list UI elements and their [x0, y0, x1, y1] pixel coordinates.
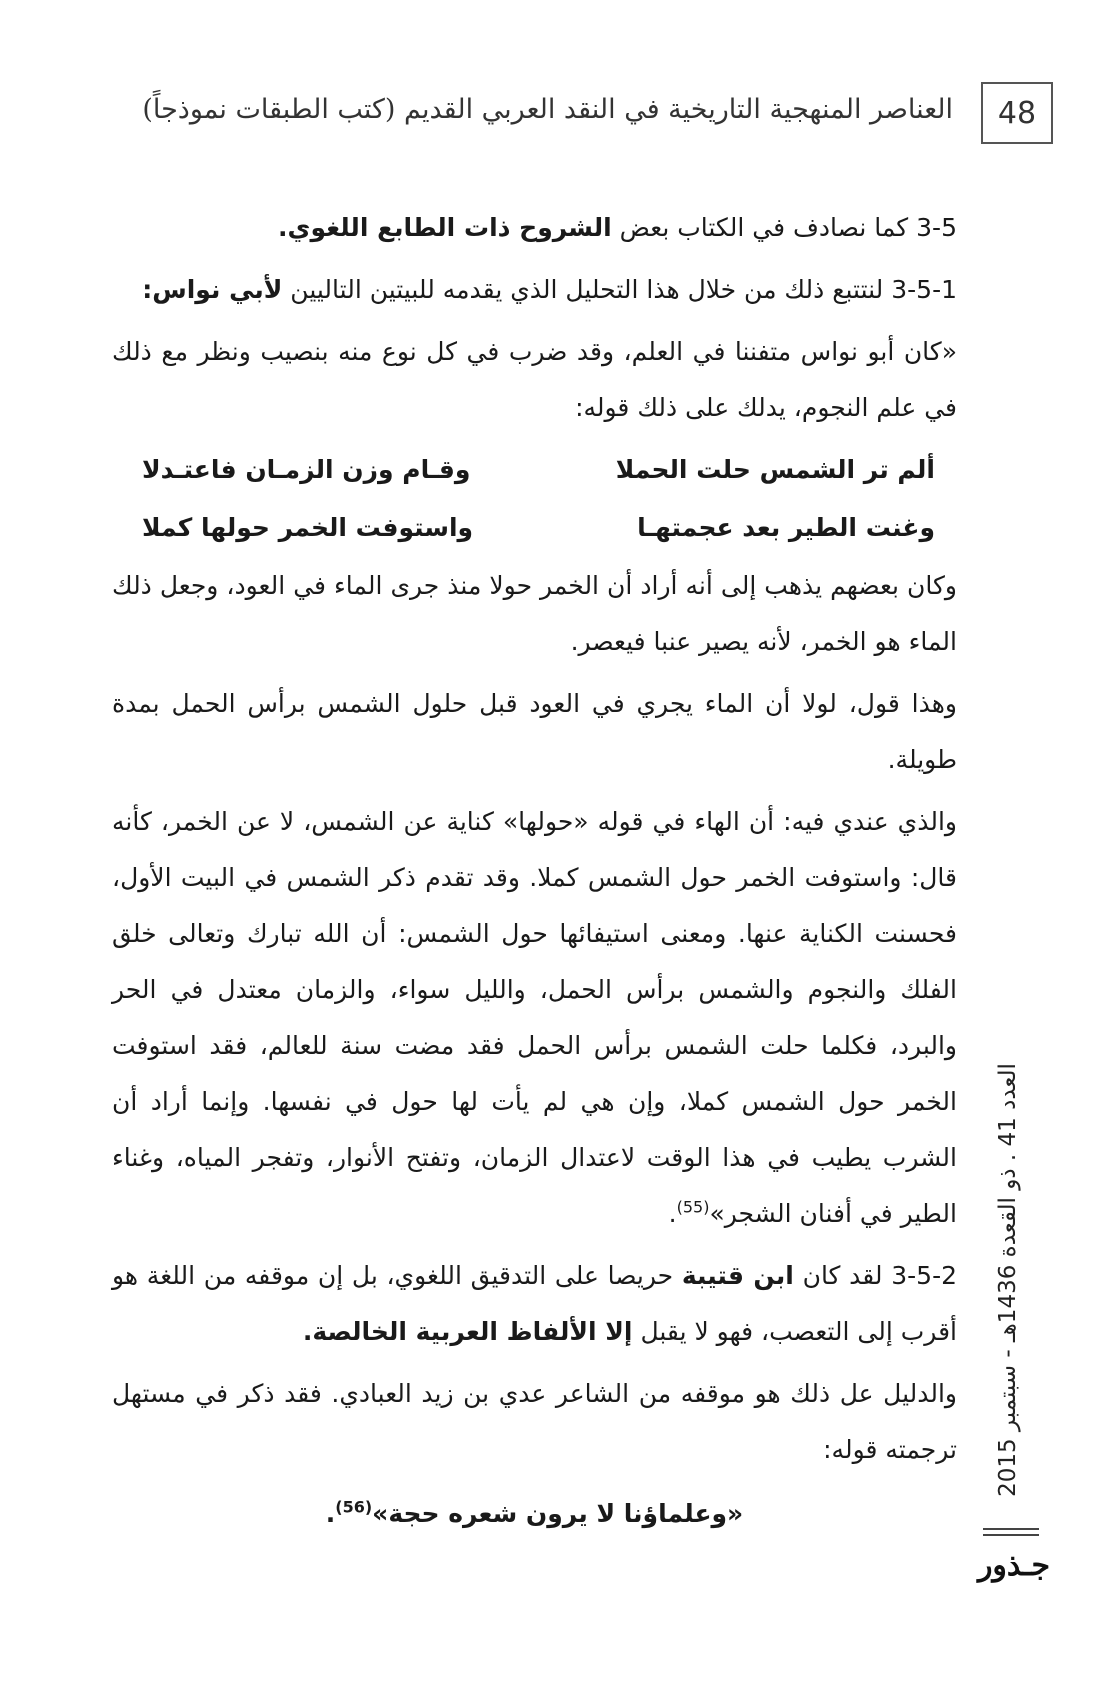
verse-line-1: [112, 442, 957, 498]
bold-phrase: إلا الألفاظ العربية الخالصة.: [302, 1317, 633, 1346]
footnote-ref: (55): [676, 1197, 710, 1217]
paragraph-text: لقد كان: [793, 1261, 892, 1290]
paragraph: وهذا قول، لولا أن الماء يجري في العود قبل حلول الشمس برأس الحمل بمدة طويلة.: [112, 689, 957, 774]
article-body: [112, 200, 957, 1542]
quote-text: «وعلماؤنا لا يرون شعره حجة»: [372, 1499, 744, 1528]
divider: [983, 1534, 1039, 1536]
paragraph: والدليل عل ذلك هو موقفه من الشاعر عدي بن زيد العبادي. فقد ذكر في مستهل ترجمته قوله:: [112, 1379, 957, 1464]
paragraph-text: والذي عندي فيه: أن الهاء في قوله «حولها» كناية عن الشمس، لا عن الخمر، كأنه قال: واستوفت الخمر حول الشمس كملا. وقد تقدم ذكر الشمس في البيت الأول، فحسنت الكناية عنها. ومعنى استيفائها حول الشمس: أن الله تبارك وتعالى خلق الفلك والنجوم والشمس برأس الحمل، والليل سواء، والزمان معتدل في الحر والبرد، فكلما حلت الشمس برأس الحمل فقد مضت سنة للعالم، فقد استوفت الخمر حول الشمس كملا، وإن هي لم يأت لها حول في نفسها. وإنما أراد أن الشرب يطيب في هذا الوقت لاعتدال الزمان، وتفتح الأنوار، وتفجر المياه، وغناء الطير في أفنان الشجر»: [112, 807, 957, 1228]
verse-line-2: [112, 500, 957, 556]
journal-logo: جـذور: [977, 1548, 1050, 1583]
page-number: 48: [981, 82, 1053, 144]
paragraph: وكان بعضهم يذهب إلى أنه أراد أن الخمر حولا منذ جرى الماء في العود، وجعل ذلك الماء هو الخمر، لأنه يصير عنبا فيعصر.: [112, 571, 957, 656]
quote-paragraph: «كان أبو نواس متفننا في العلم، وقد ضرب في كل نوع منه بنصيب ونظر مع ذلك في علم النجوم، يدلك على ذلك قوله:: [112, 337, 957, 422]
bold-phrase: الشروح ذات الطابع اللغوي.: [278, 213, 612, 242]
verse-hemistich-second: وقـام وزن الزمـان فاعتـدلا: [142, 455, 471, 484]
verse-hemistich-first: وغنت الطير بعد عجمتهـا: [637, 513, 935, 542]
bold-phrase: ابن قتيبة: [681, 1261, 794, 1290]
footnote-ref: (56): [335, 1497, 373, 1517]
paragraph-text: كما نصادف في الكتاب بعض: [611, 213, 917, 242]
paragraph-3-5: [112, 200, 957, 256]
bold-phrase: لأبي نواس:: [142, 275, 283, 304]
verse-hemistich-second: واستوفت الخمر حولها كملا: [142, 513, 474, 542]
page-header: [100, 82, 1053, 144]
issue-sidebar: [988, 1040, 1028, 1520]
punctuation: .: [325, 1499, 336, 1528]
paragraph-3-5-1: [112, 262, 957, 318]
punctuation: .: [668, 1199, 677, 1228]
paragraph-text: لنتتبع ذلك من خلال هذا التحليل الذي يقدمه للبيتين التاليين: [282, 275, 892, 304]
paragraph: [112, 794, 957, 1242]
paragraph-text: حريصا على التدقيق اللغوي، بل إن موقفه من اللغة هو أقرب إلى التعصب، فهو لا يقبل: [112, 1261, 957, 1346]
divider: [983, 1528, 1039, 1530]
verse-hemistich-first: ألم تر الشمس حلت الحملا: [615, 455, 935, 484]
section-number: 3-5-1: [891, 275, 957, 304]
section-number: 3-5-2: [891, 1261, 958, 1290]
running-title: العناصر المنهجية التاريخية في النقد العربي القديم (كتب الطبقات نموذجاً): [142, 94, 953, 125]
section-number: 3-5: [916, 213, 957, 242]
closing-quote: [112, 1486, 957, 1542]
paragraph-3-5-2: [112, 1248, 957, 1360]
issue-info: العدد 41 . ذو القعدة 1436هـ - سبتمبر 2015: [995, 1063, 1021, 1497]
